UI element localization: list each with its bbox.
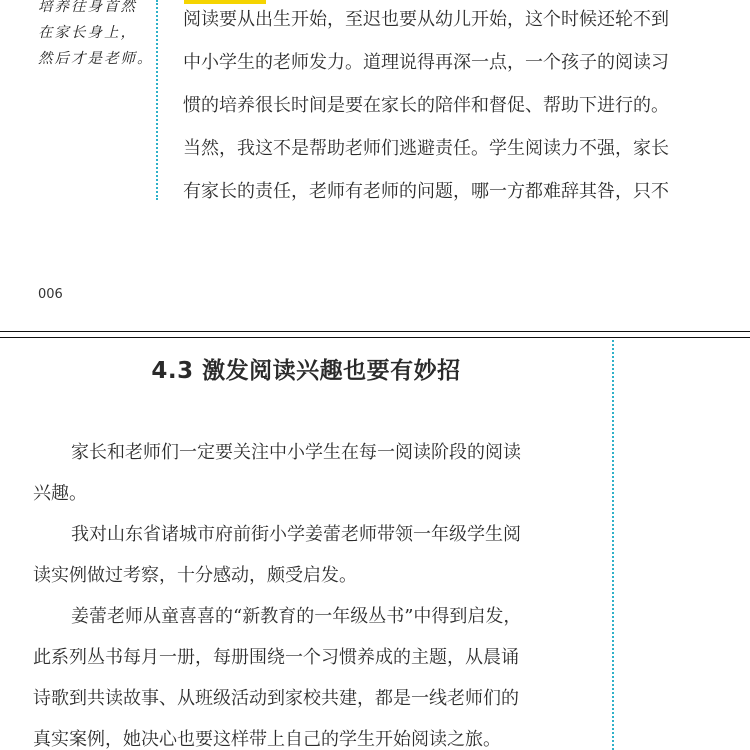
body-line: 阅读要从出生开始，至迟也要从幼儿开始，这个时候还轮不到 xyxy=(183,9,669,30)
body-line: 真实案例，她决心也要这样带上自己的学生开始阅读之旅。 xyxy=(33,729,501,750)
margin-note xyxy=(38,0,154,72)
body-line: 当然，我这不是帮助老师们逃避责任。学生阅读力不强，家长 xyxy=(183,138,669,159)
body-line: 姜蕾老师从童喜喜的“新教育的一年级丛书”中得到启发， xyxy=(71,606,522,627)
top-page xyxy=(0,0,750,330)
top-body-text xyxy=(183,0,723,213)
dotted-divider xyxy=(612,340,614,750)
section-title: 4.3 激发阅读兴趣也要有妙招 xyxy=(151,358,461,384)
body-line: 诗歌到共读故事、从班级活动到家校共建，都是一线老师们的 xyxy=(33,688,519,709)
body-line: 有家长的责任，老师有老师的问题，哪一方都难辞其咎，只不 xyxy=(183,181,669,202)
bottom-body-text xyxy=(33,432,593,750)
margin-note-line: 培养往身首然 xyxy=(38,0,137,15)
body-line: 兴趣。 xyxy=(33,483,87,504)
body-line: 惯的培养很长时间是要在家长的陪伴和督促、帮助下进行的。 xyxy=(183,95,669,116)
body-line: 我对山东省诸城市府前街小学姜蕾老师带领一年级学生阅 xyxy=(71,524,521,545)
page-number: 006 xyxy=(38,287,63,302)
page-separator-line xyxy=(0,331,750,332)
body-line: 家长和老师们一定要关注中小学生在每一阅读阶段的阅读 xyxy=(71,442,521,463)
bottom-page xyxy=(0,340,750,750)
margin-note-line: 然后才是老师。 xyxy=(38,51,154,67)
body-line: 读实例做过考察，十分感动，颇受启发。 xyxy=(33,565,357,586)
margin-note-line: 在家长身上， xyxy=(38,25,137,41)
dotted-divider xyxy=(156,0,158,200)
page-separator-line xyxy=(0,337,750,338)
body-line: 此系列丛书每月一册，每册围绕一个习惯养成的主题，从晨诵 xyxy=(33,647,519,668)
body-line: 中小学生的老师发力。道理说得再深一点，一个孩子的阅读习 xyxy=(183,52,669,73)
